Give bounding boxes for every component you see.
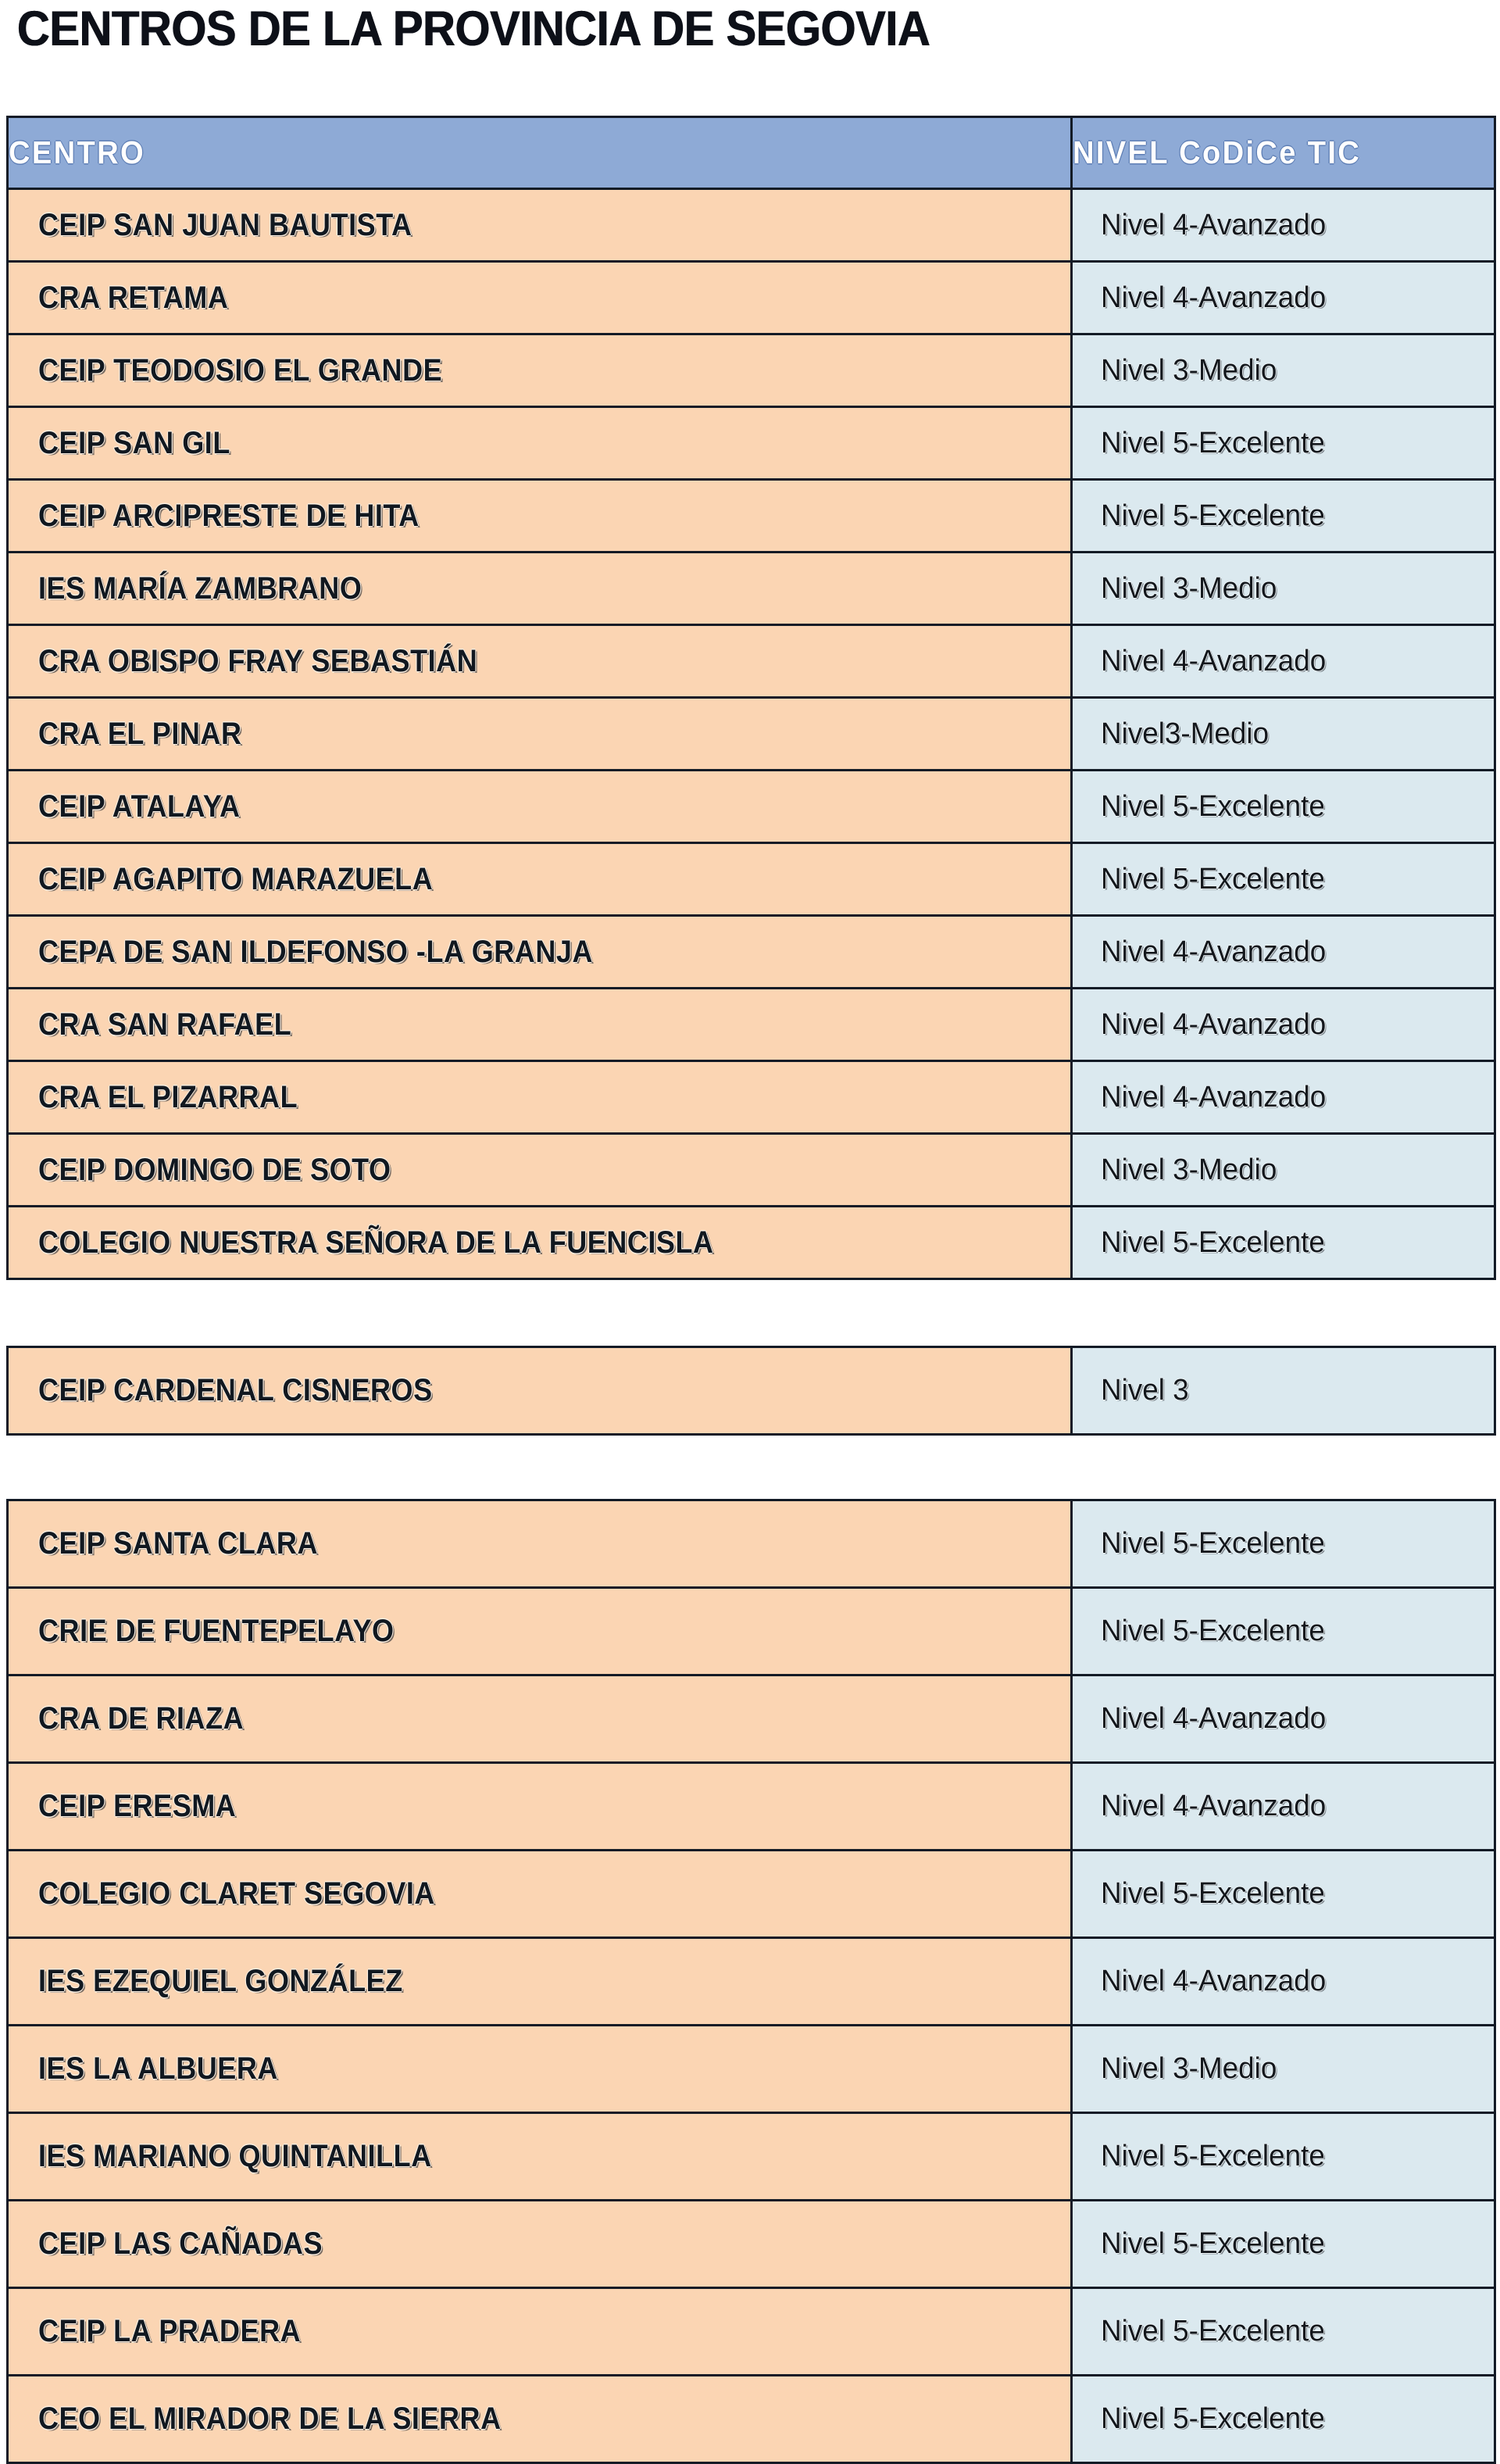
cell-nivel xyxy=(1072,1851,1495,1938)
table-row xyxy=(8,1851,1495,1938)
cell-centro xyxy=(8,625,1072,698)
cell-centro xyxy=(8,1061,1072,1134)
cell-nivel xyxy=(1072,2026,1495,2113)
cell-nivel xyxy=(1072,1500,1495,1588)
page-title: CENTROS DE LA PROVINCIA DE SEGOVIA xyxy=(17,2,930,56)
centros-table xyxy=(6,116,1496,1280)
cell-centro xyxy=(8,2376,1072,2463)
cell-nivel xyxy=(1072,1207,1495,1279)
table-row xyxy=(8,1134,1495,1207)
nivel-value: Nivel 4-Avanzado xyxy=(1101,1965,1327,1997)
nivel-value: Nivel 4-Avanzado xyxy=(1101,281,1327,314)
centros-table xyxy=(6,1499,1496,2464)
centro-name: IES LA ALBUERA xyxy=(38,2051,278,2086)
cell-nivel xyxy=(1072,1763,1495,1851)
table-row xyxy=(8,1347,1495,1435)
cell-nivel xyxy=(1072,989,1495,1061)
centro-name: CEIP SANTA CLARA xyxy=(38,1526,318,1561)
cell-nivel xyxy=(1072,407,1495,480)
cell-centro xyxy=(8,698,1072,771)
centros-table-block-2 xyxy=(6,1346,1494,1436)
nivel-value: Nivel 5-Excelente xyxy=(1101,426,1325,460)
nivel-value: Nivel 4-Avanzado xyxy=(1101,644,1327,678)
centros-table xyxy=(6,1346,1496,1436)
cell-centro xyxy=(8,1675,1072,1763)
column-header-centro-label: CENTRO xyxy=(9,134,145,170)
table-row xyxy=(8,262,1495,334)
nivel-value: Nivel 5-Excelente xyxy=(1101,862,1325,896)
cell-nivel xyxy=(1072,1347,1495,1435)
nivel-value: Nivel 5-Excelente xyxy=(1101,2315,1325,2348)
cell-centro xyxy=(8,553,1072,625)
cell-centro xyxy=(8,1207,1072,1279)
table-row xyxy=(8,2201,1495,2288)
cell-centro xyxy=(8,1851,1072,1938)
nivel-value: Nivel 5-Excelente xyxy=(1101,1877,1325,1910)
cell-centro xyxy=(8,771,1072,843)
centro-name: CEIP LAS CAÑADAS xyxy=(38,2226,323,2261)
table-row xyxy=(8,2376,1495,2463)
centro-name: COLEGIO NUESTRA SEÑORA DE LA FUENCISLA xyxy=(38,1225,714,1260)
centro-name: CRA EL PINAR xyxy=(38,716,242,751)
cell-centro xyxy=(8,1588,1072,1675)
table-row xyxy=(8,553,1495,625)
cell-nivel xyxy=(1072,1675,1495,1763)
centro-name: CEIP ERESMA xyxy=(38,1789,237,1823)
table-row xyxy=(8,2288,1495,2376)
cell-nivel xyxy=(1072,1061,1495,1134)
column-header-nivel-label: NIVEL CoDiCe TIC xyxy=(1073,134,1362,170)
nivel-value: Nivel 3-Medio xyxy=(1101,571,1277,605)
cell-nivel xyxy=(1072,698,1495,771)
table-row xyxy=(8,625,1495,698)
table-row xyxy=(8,1763,1495,1851)
table-header-row xyxy=(8,117,1495,189)
centro-name: IES MARIANO QUINTANILLA xyxy=(38,2139,432,2173)
centro-name: CEIP AGAPITO MARAZUELA xyxy=(38,861,434,896)
table-row xyxy=(8,1207,1495,1279)
table-row xyxy=(8,2026,1495,2113)
cell-nivel xyxy=(1072,916,1495,989)
centro-name: CRIE DE FUENTEPELAYO xyxy=(38,1614,395,1648)
cell-nivel xyxy=(1072,771,1495,843)
nivel-value: Nivel 3-Medio xyxy=(1101,1153,1277,1186)
centro-name: CRA SAN RAFAEL xyxy=(38,1007,292,1042)
cell-centro xyxy=(8,1134,1072,1207)
cell-nivel xyxy=(1072,625,1495,698)
table-row xyxy=(8,189,1495,262)
cell-centro xyxy=(8,843,1072,916)
table-row xyxy=(8,916,1495,989)
cell-nivel xyxy=(1072,2201,1495,2288)
table-row xyxy=(8,2113,1495,2201)
nivel-value: Nivel 5-Excelente xyxy=(1101,1527,1325,1560)
centro-name: CEIP DOMINGO DE SOTO xyxy=(38,1152,391,1187)
cell-nivel xyxy=(1072,2113,1495,2201)
nivel-value: Nivel 5-Excelente xyxy=(1101,789,1325,823)
cell-centro xyxy=(8,1500,1072,1588)
nivel-value: Nivel 5-Excelente xyxy=(1101,499,1325,532)
cell-nivel xyxy=(1072,480,1495,553)
table-row xyxy=(8,698,1495,771)
cell-centro xyxy=(8,1938,1072,2026)
centro-name: CEIP SAN GIL xyxy=(38,425,230,460)
centro-name: CEIP CARDENAL CISNEROS xyxy=(38,1373,433,1407)
cell-nivel xyxy=(1072,2288,1495,2376)
cell-nivel xyxy=(1072,189,1495,262)
centro-name: CEPA DE SAN ILDEFONSO -LA GRANJA xyxy=(38,934,593,969)
table-row xyxy=(8,843,1495,916)
centro-name: CEO EL MIRADOR DE LA SIERRA xyxy=(38,2401,502,2436)
nivel-value: Nivel 5-Excelente xyxy=(1101,2140,1325,2173)
table-row xyxy=(8,407,1495,480)
centro-name: CRA OBISPO FRAY SEBASTIÁN xyxy=(38,643,478,678)
cell-centro xyxy=(8,480,1072,553)
cell-nivel xyxy=(1072,2376,1495,2463)
column-header-centro xyxy=(8,117,1072,189)
centro-name: CEIP LA PRADERA xyxy=(38,2314,302,2348)
table-row xyxy=(8,771,1495,843)
nivel-value: Nivel 4-Avanzado xyxy=(1101,1790,1327,1822)
cell-nivel xyxy=(1072,262,1495,334)
table-row xyxy=(8,1675,1495,1763)
cell-nivel xyxy=(1072,843,1495,916)
cell-nivel xyxy=(1072,553,1495,625)
cell-centro xyxy=(8,334,1072,407)
nivel-value: Nivel 4-Avanzado xyxy=(1101,1702,1327,1735)
nivel-value: Nivel 5-Excelente xyxy=(1101,1225,1325,1259)
column-header-nivel xyxy=(1072,117,1495,189)
table-row xyxy=(8,1938,1495,2026)
nivel-value: Nivel 3-Medio xyxy=(1101,2052,1277,2085)
cell-centro xyxy=(8,2288,1072,2376)
centro-name: CEIP ATALAYA xyxy=(38,789,241,824)
centro-name: CRA EL PIZARRAL xyxy=(38,1079,298,1114)
centro-name: CRA DE RIAZA xyxy=(38,1701,245,1736)
cell-centro xyxy=(8,1763,1072,1851)
cell-nivel xyxy=(1072,1938,1495,2026)
nivel-value: Nivel 5-Excelente xyxy=(1101,2227,1325,2260)
nivel-value: Nivel 5-Excelente xyxy=(1101,2402,1325,2435)
centro-name: IES MARÍA ZAMBRANO xyxy=(38,570,362,606)
nivel-value: Nivel 4-Avanzado xyxy=(1101,1080,1327,1114)
nivel-value: Nivel 5-Excelente xyxy=(1101,1615,1325,1647)
nivel-value: Nivel 4-Avanzado xyxy=(1101,935,1327,968)
centro-name: CRA RETAMA xyxy=(38,280,229,315)
centro-name: IES EZEQUIEL GONZÁLEZ xyxy=(38,1964,403,1998)
centros-table-block-3 xyxy=(6,1499,1494,2464)
centro-name: CEIP TEODOSIO EL GRANDE xyxy=(38,352,443,388)
nivel-value: Nivel 4-Avanzado xyxy=(1101,208,1327,241)
cell-centro xyxy=(8,262,1072,334)
table-row xyxy=(8,1588,1495,1675)
centro-name: COLEGIO CLARET SEGOVIA xyxy=(38,1876,435,1911)
cell-centro xyxy=(8,916,1072,989)
nivel-value: Nivel 3 xyxy=(1101,1374,1189,1407)
cell-nivel xyxy=(1072,1588,1495,1675)
table-row xyxy=(8,1061,1495,1134)
cell-centro xyxy=(8,189,1072,262)
cell-nivel xyxy=(1072,1134,1495,1207)
centro-name: CEIP ARCIPRESTE DE HITA xyxy=(38,498,420,533)
cell-centro xyxy=(8,2113,1072,2201)
cell-centro xyxy=(8,2201,1072,2288)
cell-centro xyxy=(8,2026,1072,2113)
nivel-value: Nivel 4-Avanzado xyxy=(1101,1007,1327,1041)
nivel-value: Nivel 3-Medio xyxy=(1101,353,1277,387)
table-row xyxy=(8,989,1495,1061)
cell-centro xyxy=(8,989,1072,1061)
cell-nivel xyxy=(1072,334,1495,407)
table-row xyxy=(8,480,1495,553)
table-row xyxy=(8,1500,1495,1588)
centro-name: CEIP SAN JUAN BAUTISTA xyxy=(38,207,412,242)
table-row xyxy=(8,334,1495,407)
centros-table-block-1 xyxy=(6,116,1494,1280)
cell-centro xyxy=(8,1347,1072,1435)
nivel-value: Nivel3-Medio xyxy=(1101,717,1270,750)
cell-centro xyxy=(8,407,1072,480)
